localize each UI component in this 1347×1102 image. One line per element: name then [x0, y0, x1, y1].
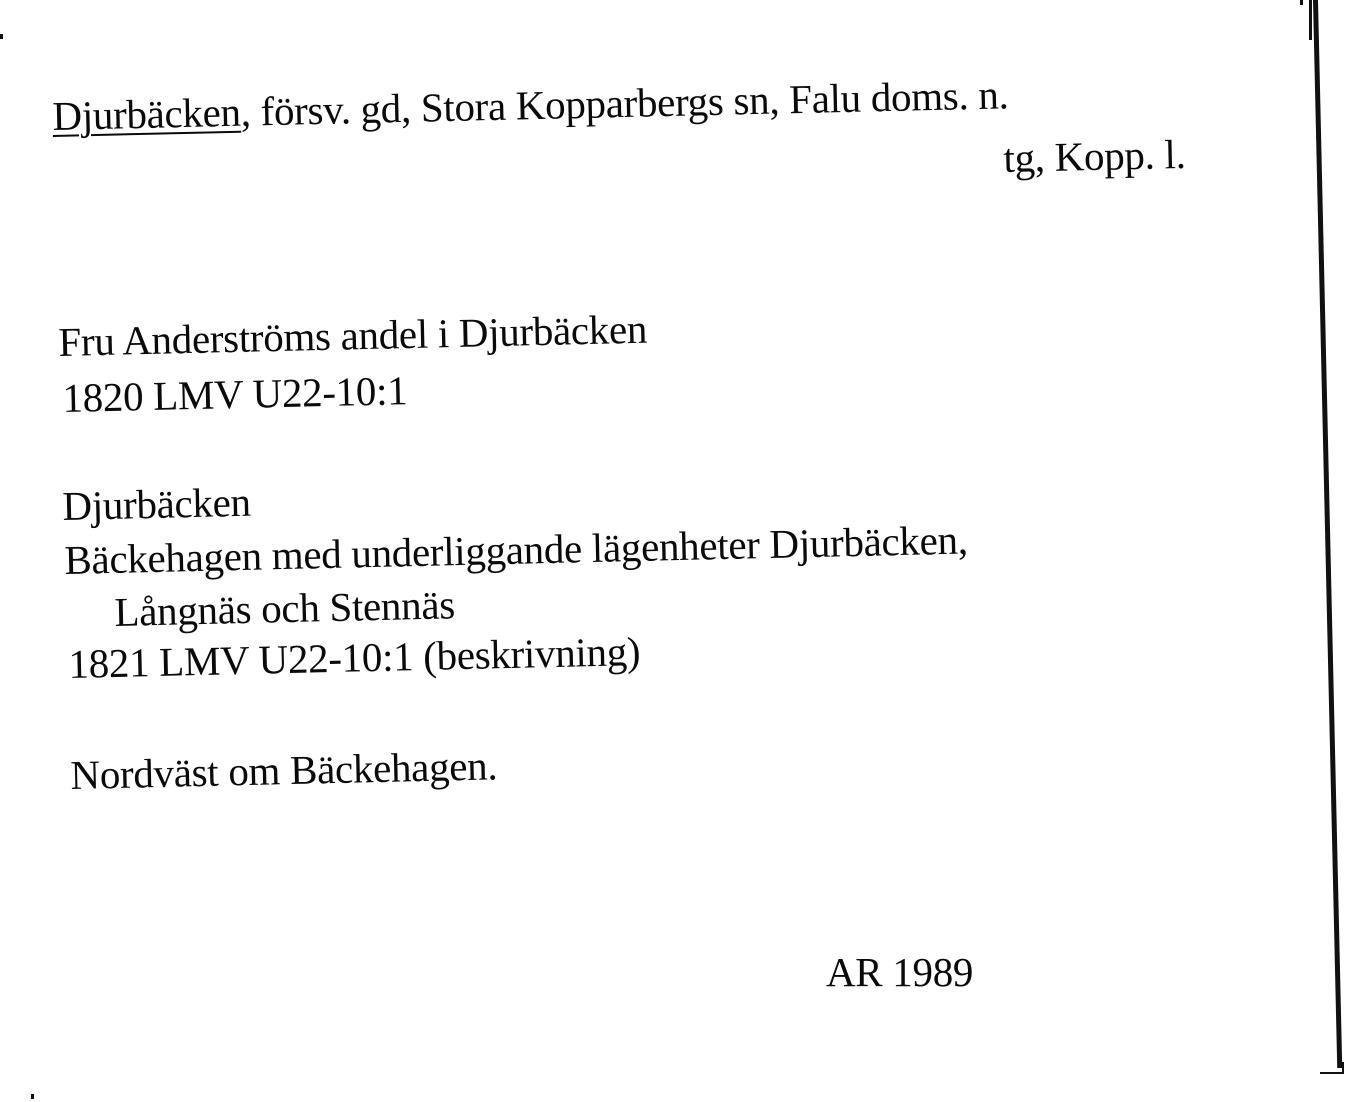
entry1-reference: 1820 LMV U22-10:1	[61, 367, 408, 421]
heading-details: , försv. gd, Stora Kopparbergs sn, Falu doms. n.	[240, 71, 1009, 135]
location-note: Nordväst om Bäckehagen.	[69, 742, 498, 798]
scan-speck	[0, 34, 3, 39]
headword: Djurbäcken	[51, 88, 242, 139]
entry2-reference: 1821 LMV U22-10:1 (beskrivning)	[67, 628, 641, 687]
scan-speck	[1300, 0, 1303, 5]
scan-speck	[31, 1094, 34, 1099]
entry2-title: Djurbäcken	[61, 478, 252, 529]
card-corner-mark	[1320, 1062, 1344, 1074]
entry2-description: Bäckehagen med underliggande lägenheter Djurbäcken,	[63, 516, 969, 583]
entry2-description-cont: Långnäs och Stennäs	[113, 581, 456, 635]
card-edge-top	[1309, 0, 1312, 40]
card-right-edge	[1313, 0, 1342, 1068]
signature: AR 1989	[826, 949, 974, 995]
card-heading	[51, 71, 1009, 139]
heading-continuation: tg, Kopp. l.	[1002, 130, 1186, 181]
entry1-title: Fru Anderströms andel i Djurbäcken	[57, 305, 648, 365]
